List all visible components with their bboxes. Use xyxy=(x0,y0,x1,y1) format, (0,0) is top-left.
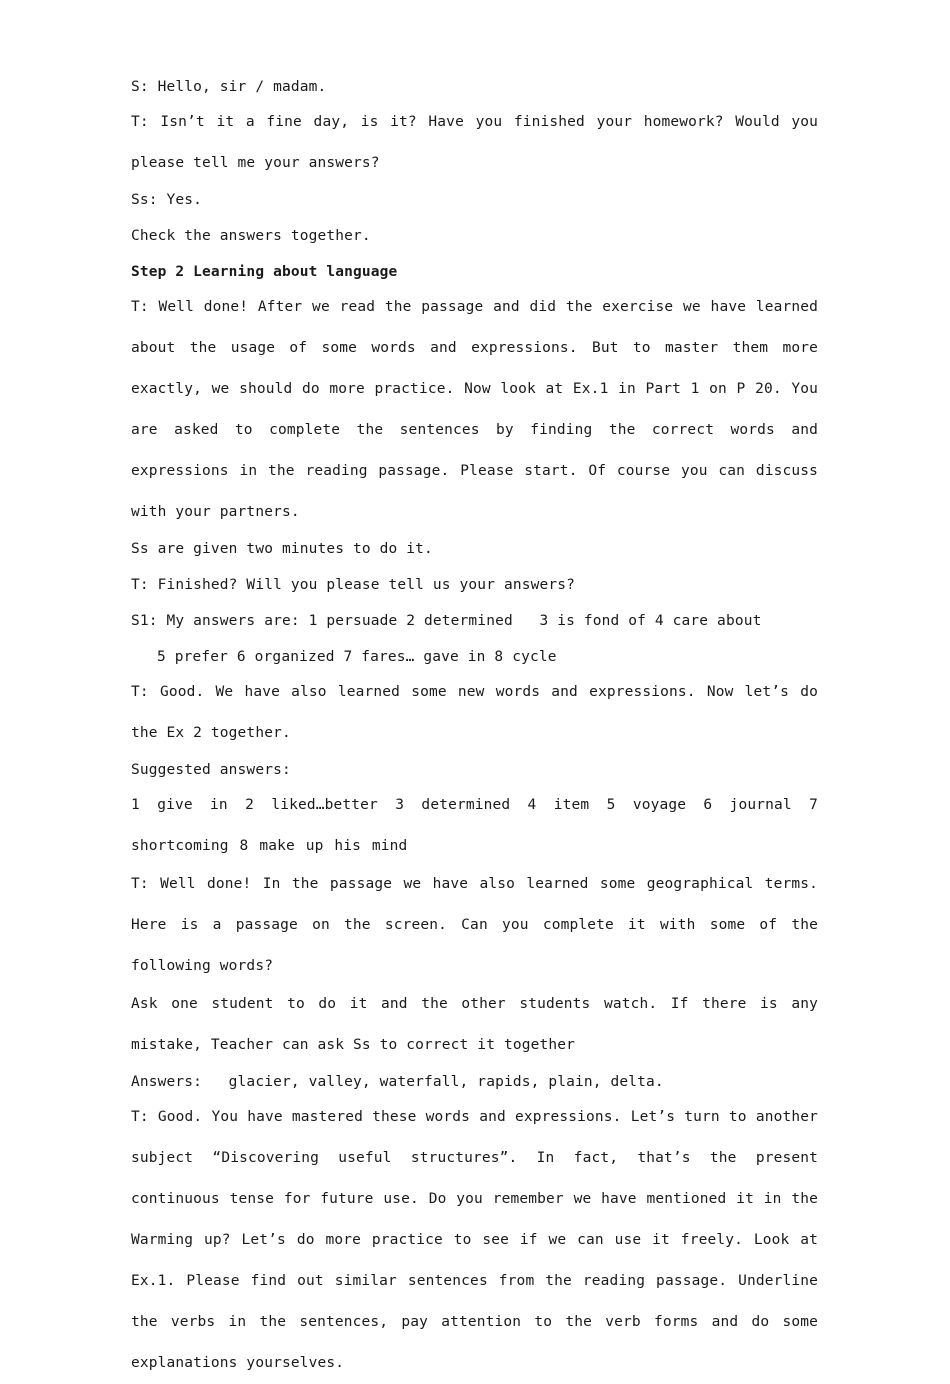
dialogue-line-teacher-homework: T: Isn’t it a fine day, is it? Have you finished your homework? Would you please tell me your answers? xyxy=(131,114,818,171)
student-answers-continued: 5 prefer 6 organized 7 fares… gave in 8 cycle xyxy=(157,649,557,665)
dialogue-line-students-yes: Ss: Yes. xyxy=(131,192,203,208)
document-page xyxy=(131,76,818,1382)
suggested-answers-list: 1 give in 2 liked…better 3 determined 4 item 5 voyage 6 journal 7 shortcoming 8 make up his mind xyxy=(131,797,818,854)
step-heading: Step 2 Learning about language xyxy=(131,264,398,280)
dialogue-line-teacher-exercise-1: T: Well done! After we read the passage and did the exercise we have learned about the usage of some words and expressions. But to master them more exactly, we should do more practice. Now look at Ex.1 in Part 1 on P 20. You are asked to complete the sentences by finding the correct words and expressions in the reading passage. Please start. Of course you can discuss with your partners. xyxy=(131,299,818,520)
dialogue-line-student-greeting: S: Hello, sir / madam. xyxy=(131,79,327,95)
dialogue-line-student-answers: S1: My answers are: 1 persuade 2 determined 3 is fond of 4 care about xyxy=(131,613,762,629)
instruction-student-screen: Ask one student to do it and the other students watch. If there is any mistake, Teacher can ask Ss to correct it together xyxy=(131,996,818,1053)
instruction-time-given: Ss are given two minutes to do it. xyxy=(131,541,433,557)
dialogue-line-teacher-geography: T: Well done! In the passage we have also learned some geographical terms. Here is a passage on the screen. Can you complete it with some of the following words? xyxy=(131,876,818,974)
dialogue-line-teacher-exercise-2: T: Good. We have also learned some new words and expressions. Now let’s do the Ex 2 together. xyxy=(131,684,818,741)
geography-answers: Answers: glacier, valley, waterfall, rapids, plain, delta. xyxy=(131,1074,664,1090)
instruction-check-answers: Check the answers together. xyxy=(131,228,371,244)
dialogue-line-teacher-finished: T: Finished? Will you please tell us your answers? xyxy=(131,577,575,593)
dialogue-line-teacher-structures: T: Good. You have mastered these words and expressions. Let’s turn to another subject “Discovering useful structures”. In fact, that’s the present continuous tense for future use. Do you remember we have mentioned it in the Warming up? Let’s do more practice to see if we can use it freely. Look at Ex.1. Please find out similar sentences from the reading passage. Underline the verbs in the sentences, pay attention to the verb forms and do some explanations yourselves. xyxy=(131,1109,818,1371)
suggested-answers-label: Suggested answers: xyxy=(131,762,291,778)
